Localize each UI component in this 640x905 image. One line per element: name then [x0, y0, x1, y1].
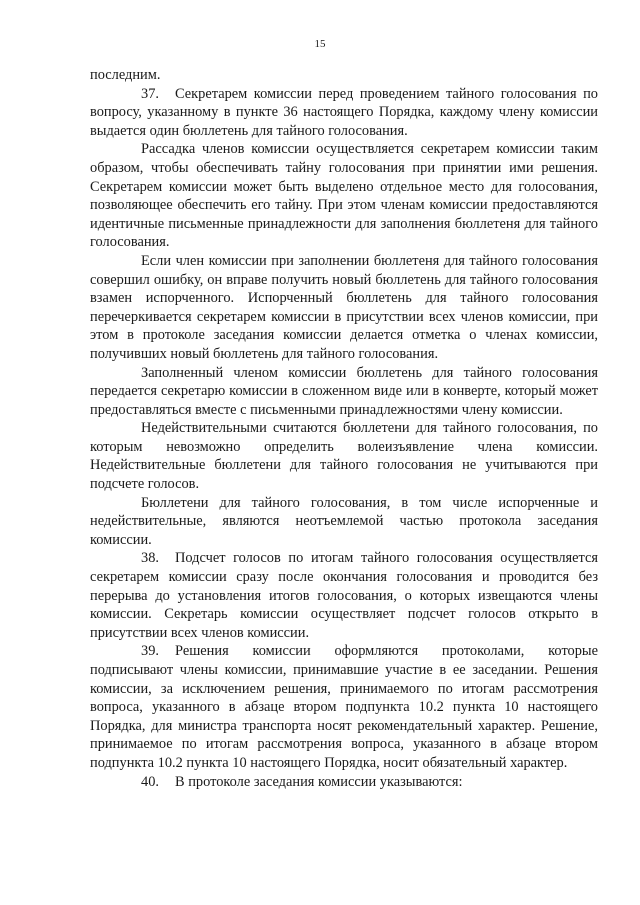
- clause-text: Решения комиссии оформляются протоколами, которые подписывают члены комиссии, принимавшие участие в ее заседании. Решения комиссии, за исключением решения, принимаемого по итогам рассмотрения вопроса, указанного в абзаце втором подпункта 10.2 пункта 10 настоящего Порядка, для министра транспорта носят рекомендательный характер. Решение, принимаемое по итогам рассмотрения вопроса, указанного в абзаце втором подпункта 10.2 пункта 10 настоящего Порядка, носит обязательный характер.: [90, 643, 598, 771]
- document-body: [90, 66, 598, 791]
- clause-38: [90, 549, 598, 642]
- clause-37: [90, 85, 598, 141]
- clause-text: Подсчет голосов по итогам тайного голосования осуществляется секретарем комиссии сразу после окончания голосования и проводится без перерыва до установления итогов голосования, о которых извещаются члены комиссии. Секретарь комиссии осуществляет подсчет голосов открыто в присутствии всех членов комиссии.: [90, 550, 598, 641]
- paragraph-filled-ballot: Заполненный членом комиссии бюллетень для тайного голосования передается секретарю комиссии в сложенном виде или в конверте, который может предоставляться вместе с письменными принадлежностями члену комиссии.: [90, 364, 598, 418]
- clause-text: Секретарем комиссии перед проведением тайного голосования по вопросу, указанному в пункте 36 настоящего Порядка, каждому члену комиссии выдается один бюллетень для тайного голосования.: [90, 85, 598, 139]
- page-number: 15: [314, 38, 326, 50]
- clause-number: 40.: [141, 773, 159, 790]
- continuation-line: последним.: [90, 67, 161, 83]
- clause-number: 38.: [141, 550, 159, 567]
- clause-number: 37.: [141, 85, 159, 102]
- paragraph-spoiled-ballot: Если член комиссии при заполнении бюллетеня для тайного голосования совершил ошибку, он вправе получить новый бюллетень для тайного голосования взамен испорченного. Испорченный бюллетень для тайного голосования перечеркивается секретарем комиссии в присутствии всех членов комиссии, при этом в протоколе заседания комиссии делается отметка о членах комиссии, получивших новый бюллетень для тайного голосования.: [90, 252, 598, 362]
- paragraph-invalid-ballots: Недействительными считаются бюллетени для тайного голосования, по которым невозможно определить волеизъявление члена комиссии. Недействительные бюллетени для тайного голосования не учитываются при подсчете голосов.: [90, 420, 598, 493]
- clause-number: 39.: [141, 643, 159, 660]
- clause-39: [90, 642, 598, 772]
- clause-40: [90, 773, 598, 792]
- paragraph-ballots-protocol: Бюллетени для тайного голосования, в том числе испорченные и недействительные, являются неотъемлемой частью протокола заседания комиссии.: [90, 494, 598, 548]
- clause-text: В протоколе заседания комиссии указываются:: [175, 773, 463, 790]
- paragraph-seating: Рассадка членов комиссии осуществляется секретарем комиссии таким образом, чтобы обеспечивать тайну голосования при принятии ими решения. Секретарем комиссии может быть выделено отдельное место для голосования, позволяющее обеспечить его тайну. При этом членам комиссии предоставляются идентичные письменные принадлежности для заполнения бюллетеня для тайного голосования.: [90, 141, 598, 251]
